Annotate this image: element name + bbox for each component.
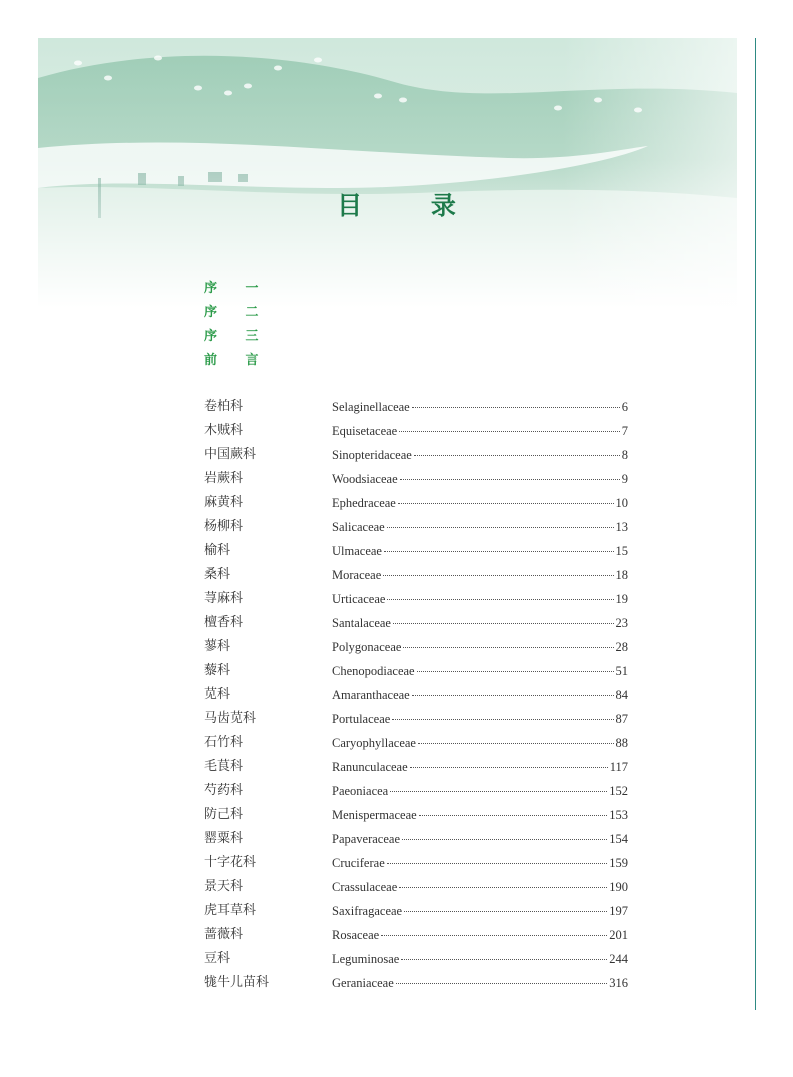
- family-chinese-name: 蔷薇科: [204, 927, 244, 942]
- dot-leader: [387, 526, 614, 528]
- toc-row[interactable]: [204, 397, 628, 421]
- toc-entry: [332, 517, 628, 537]
- dot-leader: [387, 598, 613, 600]
- page-title: 目 录: [337, 191, 486, 220]
- toc-row[interactable]: [204, 445, 628, 469]
- page-number: 28: [615, 640, 628, 654]
- toc-row[interactable]: [204, 613, 628, 637]
- page-number: 51: [615, 664, 628, 678]
- toc-entry: [332, 637, 628, 657]
- toc-row[interactable]: [204, 661, 628, 685]
- family-latin-name: Sinopteridaceae: [332, 448, 412, 462]
- front-matter-list: [204, 280, 271, 376]
- toc-entry: [332, 613, 628, 633]
- toc-entry: [332, 853, 628, 873]
- dot-leader: [400, 478, 620, 480]
- toc-row[interactable]: [204, 757, 628, 781]
- toc-entry: [332, 973, 628, 993]
- family-chinese-name: 榆科: [204, 543, 231, 558]
- family-chinese-name: 十字花科: [204, 855, 257, 870]
- family-chinese-name: 芍药科: [204, 783, 244, 798]
- toc-row[interactable]: [204, 805, 628, 829]
- dot-leader: [399, 430, 620, 432]
- family-latin-name: Rosaceae: [332, 928, 380, 942]
- toc-row[interactable]: [204, 781, 628, 805]
- toc-entry: [332, 733, 628, 753]
- toc-entry: [332, 877, 628, 897]
- family-latin-name: Papaveraceae: [332, 832, 400, 846]
- page-number: 154: [609, 832, 628, 846]
- family-latin-name: Chenopodiaceae: [332, 664, 415, 678]
- family-chinese-name: 毛茛科: [204, 759, 244, 774]
- family-latin-name: Geraniaceae: [332, 976, 394, 990]
- page-number: 197: [609, 904, 628, 918]
- toc-row[interactable]: [204, 901, 628, 925]
- page-number: 87: [615, 712, 628, 726]
- dot-leader: [402, 838, 607, 840]
- toc-entry: [332, 589, 628, 609]
- family-chinese-name: 中国蕨科: [204, 447, 257, 462]
- family-latin-name: Salicaceae: [332, 520, 385, 534]
- family-latin-name: Selaginellaceae: [332, 400, 410, 414]
- dot-leader: [392, 718, 613, 720]
- family-chinese-name: 景天科: [204, 879, 244, 894]
- family-latin-name: Ranunculaceae: [332, 760, 408, 774]
- family-chinese-name: 石竹科: [204, 735, 244, 750]
- family-chinese-name: 藜科: [204, 663, 231, 678]
- toc-row[interactable]: [204, 685, 628, 709]
- right-margin-rule: [755, 38, 756, 1010]
- family-latin-name: Crassulaceae: [332, 880, 398, 894]
- page-number: 153: [609, 808, 628, 822]
- front-matter-preface-2[interactable]: 序 二: [204, 305, 271, 320]
- family-chinese-name: 木贼科: [204, 423, 244, 438]
- toc-entry: [332, 685, 628, 705]
- toc-entry: [332, 949, 628, 969]
- page-number: 159: [609, 856, 628, 870]
- family-chinese-name: 防己科: [204, 807, 244, 822]
- dot-leader: [396, 982, 608, 984]
- page-number: 10: [615, 496, 628, 510]
- family-latin-name: Caryophyllaceae: [332, 736, 416, 750]
- toc-entry: [332, 541, 628, 561]
- family-latin-name: Amaranthaceae: [332, 688, 410, 702]
- dot-leader: [390, 790, 607, 792]
- dot-leader: [384, 550, 614, 552]
- dot-leader: [393, 622, 614, 624]
- dot-leader: [414, 454, 620, 456]
- toc-entry: [332, 565, 628, 585]
- family-chinese-name: 虎耳草科: [204, 903, 257, 918]
- family-latin-name: Polygonaceae: [332, 640, 402, 654]
- toc-row[interactable]: [204, 973, 628, 997]
- toc-row[interactable]: [204, 877, 628, 901]
- dot-leader: [412, 694, 614, 696]
- dot-leader: [383, 574, 613, 576]
- toc-entry: [332, 661, 628, 681]
- dot-leader: [412, 406, 620, 408]
- front-matter-preface-1[interactable]: 序 一: [204, 281, 271, 296]
- page-number: 152: [609, 784, 628, 798]
- toc-row[interactable]: [204, 517, 628, 541]
- page-number: 316: [609, 976, 628, 990]
- page-number: 88: [615, 736, 628, 750]
- page-number: 7: [621, 424, 628, 438]
- page-number: 23: [615, 616, 628, 630]
- toc-entry: [332, 901, 628, 921]
- family-latin-name: Moraceae: [332, 568, 382, 582]
- toc-list: [204, 397, 628, 997]
- toc-entry: [332, 805, 628, 825]
- family-latin-name: Paeoniacea: [332, 784, 389, 798]
- dot-leader: [381, 934, 607, 936]
- toc-row[interactable]: [204, 709, 628, 733]
- page-number: 117: [609, 760, 628, 774]
- family-latin-name: Woodsiaceae: [332, 472, 398, 486]
- dot-leader: [417, 670, 614, 672]
- family-chinese-name: 杨柳科: [204, 519, 244, 534]
- toc-entry: [332, 829, 628, 849]
- page-number: 190: [609, 880, 628, 894]
- family-latin-name: Leguminosae: [332, 952, 400, 966]
- toc-entry: [332, 445, 628, 465]
- toc-row[interactable]: [204, 493, 628, 517]
- landscape-banner: [38, 38, 737, 308]
- toc-entry: [332, 493, 628, 513]
- family-chinese-name: 罂粟科: [204, 831, 244, 846]
- toc-entry: [332, 469, 628, 489]
- page-number: 244: [609, 952, 628, 966]
- toc-row[interactable]: [204, 589, 628, 613]
- dot-leader: [401, 958, 607, 960]
- front-matter-preface-3[interactable]: 序 三: [204, 329, 271, 344]
- front-matter-foreword[interactable]: 前 言: [204, 353, 271, 368]
- dot-leader: [403, 646, 613, 648]
- page-number: 13: [615, 520, 628, 534]
- family-chinese-name: 麻黄科: [204, 495, 244, 510]
- family-latin-name: Urticaceae: [332, 592, 386, 606]
- page-number: 8: [621, 448, 628, 462]
- family-latin-name: Ephedraceae: [332, 496, 396, 510]
- family-chinese-name: 檀香科: [204, 615, 244, 630]
- toc-entry: [332, 925, 628, 945]
- family-chinese-name: 豆科: [204, 951, 231, 966]
- family-latin-name: Menispermaceae: [332, 808, 417, 822]
- family-chinese-name: 苋科: [204, 687, 231, 702]
- family-latin-name: Ulmaceae: [332, 544, 382, 558]
- page-number: 15: [615, 544, 628, 558]
- dot-leader: [399, 886, 607, 888]
- toc-entry: [332, 421, 628, 441]
- toc-row[interactable]: [204, 733, 628, 757]
- family-latin-name: Cruciferae: [332, 856, 385, 870]
- toc-entry: [332, 781, 628, 801]
- family-chinese-name: 岩蕨科: [204, 471, 244, 486]
- toc-row[interactable]: [204, 829, 628, 853]
- page-number: 9: [621, 472, 628, 486]
- dot-leader: [398, 502, 614, 504]
- page-number: 18: [615, 568, 628, 582]
- dot-leader: [418, 742, 614, 744]
- toc-row[interactable]: [204, 949, 628, 973]
- page-number: 84: [615, 688, 628, 702]
- family-latin-name: Portulaceae: [332, 712, 391, 726]
- toc-row[interactable]: [204, 469, 628, 493]
- family-chinese-name: 卷柏科: [204, 399, 244, 414]
- family-chinese-name: 桑科: [204, 567, 231, 582]
- toc-entry: [332, 397, 628, 417]
- toc-entry: [332, 709, 628, 729]
- toc-row[interactable]: [204, 541, 628, 565]
- toc-row[interactable]: [204, 925, 628, 949]
- toc-row[interactable]: [204, 853, 628, 877]
- toc-row[interactable]: [204, 637, 628, 661]
- family-chinese-name: 马齿苋科: [204, 711, 257, 726]
- toc-entry: [332, 757, 628, 777]
- page-number: 6: [621, 400, 628, 414]
- toc-row[interactable]: [204, 421, 628, 445]
- page-number: 201: [609, 928, 628, 942]
- page-number: 19: [615, 592, 628, 606]
- family-latin-name: Equisetaceae: [332, 424, 398, 438]
- dot-leader: [410, 766, 608, 768]
- family-chinese-name: 牻牛儿苗科: [204, 975, 270, 990]
- dot-leader: [419, 814, 608, 816]
- family-chinese-name: 荨麻科: [204, 591, 244, 606]
- family-chinese-name: 蓼科: [204, 639, 231, 654]
- family-latin-name: Saxifragaceae: [332, 904, 403, 918]
- family-latin-name: Santalaceae: [332, 616, 391, 630]
- toc-row[interactable]: [204, 565, 628, 589]
- dot-leader: [387, 862, 608, 864]
- dot-leader: [404, 910, 607, 912]
